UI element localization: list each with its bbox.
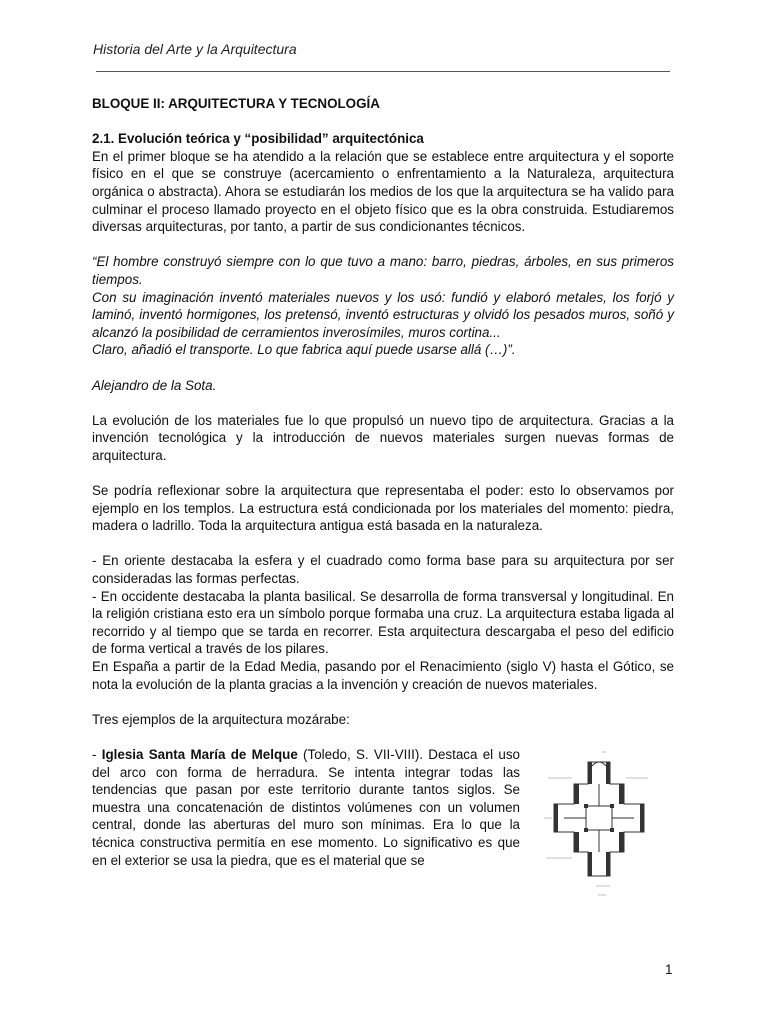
materials-paragraph: La evolución de los materiales fue lo que propulsó un nuevo tipo de arquitectura. Gracias a la invención tecnológica y la introducción de nuevos materiales surgen nuevas formas de arquitectura. bbox=[92, 412, 674, 463]
church-floor-plan-image bbox=[544, 748, 654, 898]
document-body bbox=[92, 95, 674, 898]
page-number: 1 bbox=[665, 962, 673, 977]
melque-section bbox=[92, 746, 674, 898]
quote-author: Alejandro de la Sota. bbox=[92, 377, 217, 393]
occident-paragraph: - En occidente destacaba la planta basilical. Se desarrolla de forma transversal y longitudinal. En la religión cristiana esto era un símbolo porque formaba una cruz. La arquitectura estaba ligada al recorrido y al tiempo que se tarda en recorrer. Esta arquitectura descargaba el peso del edificio de forma vertical a través de los pilares. bbox=[92, 588, 674, 657]
page-header: Historia del Arte y la Arquitectura bbox=[93, 41, 297, 57]
spain-paragraph: En España a partir de la Edad Media, pasando por el Renacimiento (siglo V) hasta el Gótico, se nota la evolución de la planta gracias a la invención y creación de nuevos materiales. bbox=[92, 659, 674, 692]
intro-paragraph: En el primer bloque se ha atendido a la relación que se establece entre arquitectura y el soporte físico en el que se construye (acercamiento o enfrentamiento a la Naturaleza, arquitectura orgánica o abstracta). Ahora se estudiarán los medios de los que la arquitectura se ha valido para culminar el proceso llamado proyecto en el objeto físico que es la obra construida. Estudiaremos diversas arquitecturas, por tanto, a partir de sus condicionantes técnicos. bbox=[92, 148, 674, 235]
orient-paragraph: - En oriente destacaba la esfera y el cuadrado como forma base para su arquitectura por ser consideradas las formas perfectas. bbox=[92, 553, 674, 587]
quote-line-2: Con su imaginación inventó materiales nuevos y los usó: fundió y elaboró metales, los forjó y laminó, inventó hormigones, los pretensó, inventó estructuras y olvidó los pesados muros, soñó y alcanzó la posibilidad de cerramientos inverosímiles, muros cortina... bbox=[92, 289, 674, 340]
melque-dash: - bbox=[92, 746, 102, 762]
block-title: BLOQUE II: ARQUITECTURA Y TECNOLOGÍA bbox=[92, 96, 380, 111]
melque-church-name: Iglesia Santa María de Melque bbox=[101, 746, 298, 762]
section-title: 2.1. Evolución teórica y “posibilidad” arquitectónica bbox=[92, 131, 424, 147]
quote-block bbox=[92, 253, 674, 394]
quote-line-1: “El hombre construyó siempre con lo que tuvo a mano: barro, piedras, árboles, en sus primeros tiempos. bbox=[92, 254, 674, 287]
melque-description: (Toledo, S. VII-VIII). Destaca el uso del arco con forma de herradura. Se intenta integrar todas las tendencias que pasan por este territorio durante tantos siglos. Se muestra una concatenación de distintos volúmenes con un volumen central, donde las aberturas del muro son mínimas. Era lo que la técnica constructiva permitía en ese momento. Lo significativo es que en el exterior se usa la piedra, que es el material que se bbox=[92, 746, 520, 868]
header-divider bbox=[96, 71, 670, 72]
melque-paragraph bbox=[92, 746, 520, 869]
examples-intro: Tres ejemplos de la arquitectura mozárabe: bbox=[92, 711, 350, 727]
quote-line-3: Claro, añadió el transporte. Lo que fabrica aquí puede usarse allá (…)”. bbox=[92, 342, 516, 358]
power-paragraph: Se podría reflexionar sobre la arquitectura que representaba el poder: esto lo observamos por ejemplo en los templos. La estructura está condicionada por los materiales del momento: piedra, madera o ladrillo. Toda la arquitectura antigua está basada en la naturaleza. bbox=[92, 483, 674, 534]
